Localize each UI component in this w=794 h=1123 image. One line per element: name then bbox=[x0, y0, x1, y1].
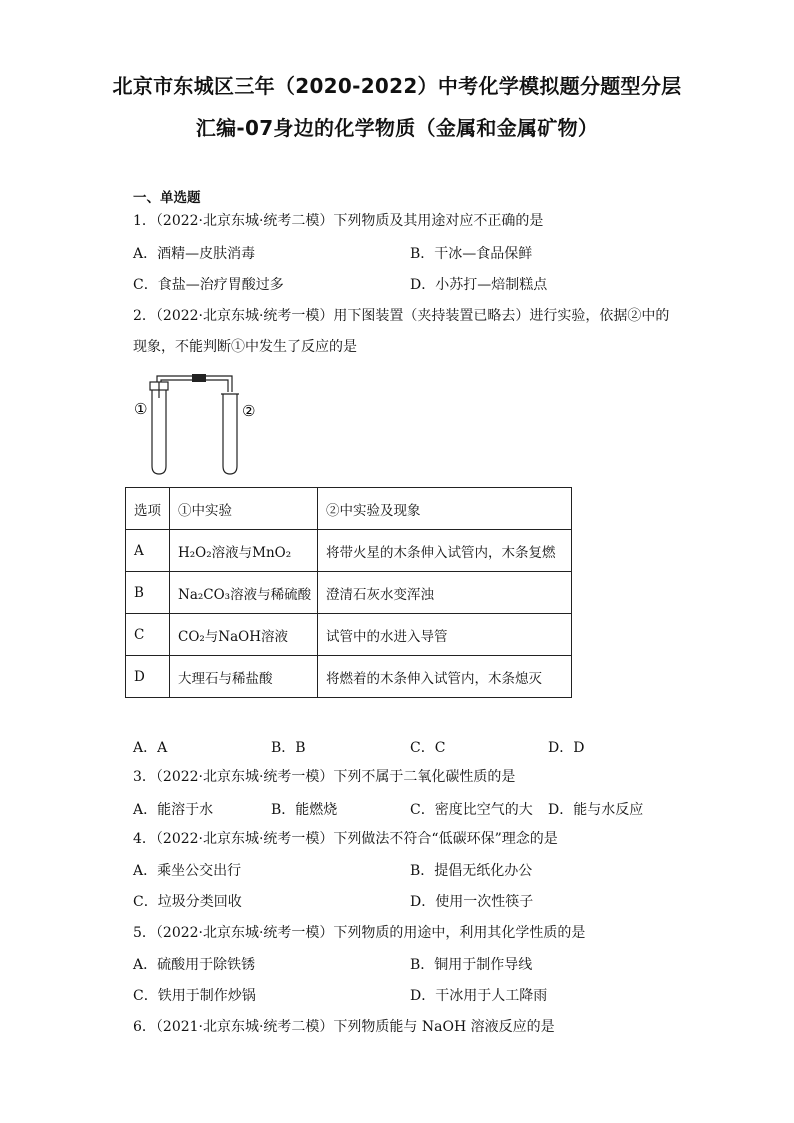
question-3-option-d: D．能与水反应 bbox=[548, 802, 644, 818]
question-1-option-b: B．干冰—食品保鲜 bbox=[410, 246, 533, 262]
question-2-stem-line-1: 2．（2022·北京东城·统考一模）用下图装置（夹持装置已略去）进行实验，依据②中的 bbox=[133, 308, 670, 324]
table-row bbox=[126, 614, 572, 656]
table-row bbox=[126, 656, 572, 698]
question-3-option-c: C．密度比空气的大 bbox=[410, 802, 533, 818]
table-cell: C bbox=[126, 614, 170, 656]
question-3-option-a: A．能溶于水 bbox=[133, 802, 214, 818]
table-cell: 澄清石灰水变浑浊 bbox=[318, 572, 572, 614]
question-6-stem: 6．（2021·北京东城·统考二模）下列物质能与 NaOH 溶液反应的是 bbox=[133, 1019, 555, 1035]
table-cell: B bbox=[126, 572, 170, 614]
question-1-option-d: D．小苏打—焙制糕点 bbox=[410, 277, 548, 293]
document-title-line-1: 北京市东城区三年（2020-2022）中考化学模拟题分题型分层 bbox=[112, 74, 682, 98]
question-5-option-b: B．铜用于制作导线 bbox=[410, 957, 533, 973]
question-4-option-a: A．乘坐公交出行 bbox=[133, 863, 242, 879]
question-1-option-a: A．酒精—皮肤消毒 bbox=[133, 246, 256, 262]
table-row bbox=[126, 572, 572, 614]
question-1-option-c: C．食盐—治疗胃酸过多 bbox=[133, 277, 284, 293]
table-cell: 将带火星的木条伸入试管内，木条复燃 bbox=[318, 530, 572, 572]
rubber-connector bbox=[192, 374, 206, 382]
table-cell: A bbox=[126, 530, 170, 572]
question-5-stem: 5．（2022·北京东城·统考一模）下列物质的用途中，利用其化学性质的是 bbox=[133, 925, 586, 941]
question-4-option-c: C．垃圾分类回收 bbox=[133, 894, 242, 910]
question-2-option-a: A．A bbox=[133, 740, 168, 756]
table-cell: 大理石与稀盐酸 bbox=[170, 656, 318, 698]
question-1-stem: 1．（2022·北京东城·统考二模）下列物质及其用途对应不正确的是 bbox=[133, 213, 544, 229]
table-row bbox=[126, 530, 572, 572]
experiment-table bbox=[125, 487, 572, 698]
question-5-option-c: C．铁用于制作炒锅 bbox=[133, 988, 256, 1004]
table-header-cell: 选项 bbox=[126, 488, 170, 530]
table-cell: 试管中的水进入导管 bbox=[318, 614, 572, 656]
question-3-option-b: B．能燃烧 bbox=[271, 802, 338, 818]
question-4-option-b: B．提倡无纸化办公 bbox=[410, 863, 533, 879]
question-2-option-c: C．C bbox=[410, 740, 446, 756]
table-cell: 将燃着的木条伸入试管内，木条熄灭 bbox=[318, 656, 572, 698]
test-tube-1 bbox=[150, 382, 168, 474]
section-heading: 一、单选题 bbox=[133, 190, 201, 206]
table-cell: H₂O₂溶液与MnO₂ bbox=[170, 530, 318, 572]
document-title-line-2: 汇编-07身边的化学物质（金属和金属矿物） bbox=[195, 116, 599, 140]
table-cell: CO₂与NaOH溶液 bbox=[170, 614, 318, 656]
table-header-row bbox=[126, 488, 572, 530]
table-header-cell: ①中实验 bbox=[170, 488, 318, 530]
question-2-stem-line-2: 现象，不能判断①中发生了反应的是 bbox=[133, 339, 357, 355]
question-5-option-a: A．硫酸用于除铁锈 bbox=[133, 957, 256, 973]
question-4-stem: 4．（2022·北京东城·统考一模）下列做法不符合“低碳环保”理念的是 bbox=[133, 831, 558, 847]
question-5-option-d: D．干冰用于人工降雨 bbox=[410, 988, 548, 1004]
label-tube-1: ① bbox=[134, 400, 148, 418]
test-tube-2 bbox=[221, 394, 239, 474]
question-2-option-d: D．D bbox=[548, 740, 585, 756]
label-tube-2: ② bbox=[242, 402, 256, 420]
test-tube-apparatus-diagram bbox=[130, 370, 270, 480]
table-cell: D bbox=[126, 656, 170, 698]
question-3-stem: 3．（2022·北京东城·统考一模）下列不属于二氧化碳性质的是 bbox=[133, 769, 516, 785]
table-cell: Na₂CO₃溶液与稀硫酸 bbox=[170, 572, 318, 614]
question-2-option-b: B．B bbox=[271, 740, 306, 756]
table-header-cell: ②中实验及现象 bbox=[318, 488, 572, 530]
question-4-option-d: D．使用一次性筷子 bbox=[410, 894, 534, 910]
